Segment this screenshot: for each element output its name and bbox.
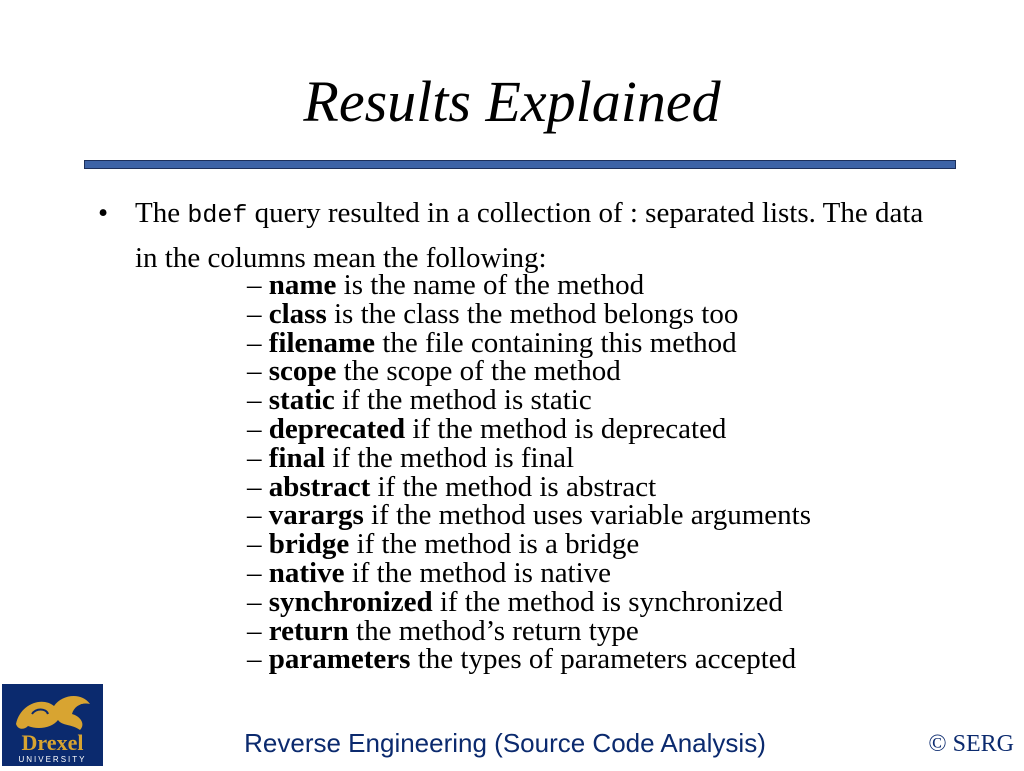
description: if the method is deprecated [405,412,727,445]
description: if the method is native [344,556,612,589]
dash: – [247,556,269,589]
description: is the class the method belongs too [326,297,739,330]
list-item [247,412,811,445]
list-item [247,326,811,359]
dash: – [247,614,269,647]
list-item [247,585,811,618]
dash: – [247,528,269,561]
dash: – [247,355,269,388]
title-divider [84,160,956,169]
description: the types of parameters accepted [410,643,797,676]
description: if the method is final [325,441,575,474]
dash: – [247,297,269,330]
list-item [247,297,811,330]
term: varargs [268,499,364,532]
term: name [268,269,337,301]
term: deprecated [268,412,406,445]
list-item [247,530,811,559]
description: if the method uses variable arguments [363,499,812,532]
list-item [247,271,811,300]
list-item [247,441,811,474]
dash: – [247,384,269,417]
term: native [268,556,345,589]
term: abstract [268,470,371,503]
footer-title: Reverse Engineering (Source Code Analysis) [244,728,766,758]
dash: – [247,326,269,359]
term: return [268,614,349,647]
term: synchronized [268,585,433,618]
logo-wordmark: Drexel [21,730,84,755]
list-item [247,501,811,530]
dash: – [247,412,269,445]
footer-copyright: © SERG [928,731,1014,757]
term: scope [268,355,337,388]
description: the method’s return type [348,614,639,647]
intro-text-pre: The [135,197,188,229]
term: final [268,441,326,474]
list-item [247,645,811,674]
description: if the method is static [334,384,592,417]
logo-subtext: UNIVERSITY [18,755,87,764]
description: is the name of the method [336,269,645,301]
term: parameters [268,643,411,676]
dash: – [247,499,269,532]
list-item [247,614,811,647]
description: if the method is abstract [370,470,657,503]
intro-text-post: query resulted in a collection of : separated lists. The data in the columns mean the following: [135,197,924,274]
dash: – [247,470,269,503]
intro-paragraph [135,192,935,279]
dash: – [247,441,269,474]
list-item [247,386,811,415]
term: class [268,297,327,330]
bullet-marker: • [98,197,109,229]
description: if the method is a bridge [349,528,640,561]
dash: – [247,643,269,676]
list-item [247,556,811,589]
description: if the method is synchronized [432,585,783,618]
term: bridge [268,528,350,561]
column-definition-list [247,271,811,674]
description: the file containing this method [375,326,737,359]
description: the scope of the method [336,355,621,388]
dash: – [247,585,269,618]
term: static [268,384,335,417]
slide-title: Results Explained [303,69,721,134]
intro-code: bdef [187,201,248,230]
term: filename [268,326,376,359]
list-item [247,470,811,503]
list-item [247,357,811,386]
dash: – [247,269,269,301]
